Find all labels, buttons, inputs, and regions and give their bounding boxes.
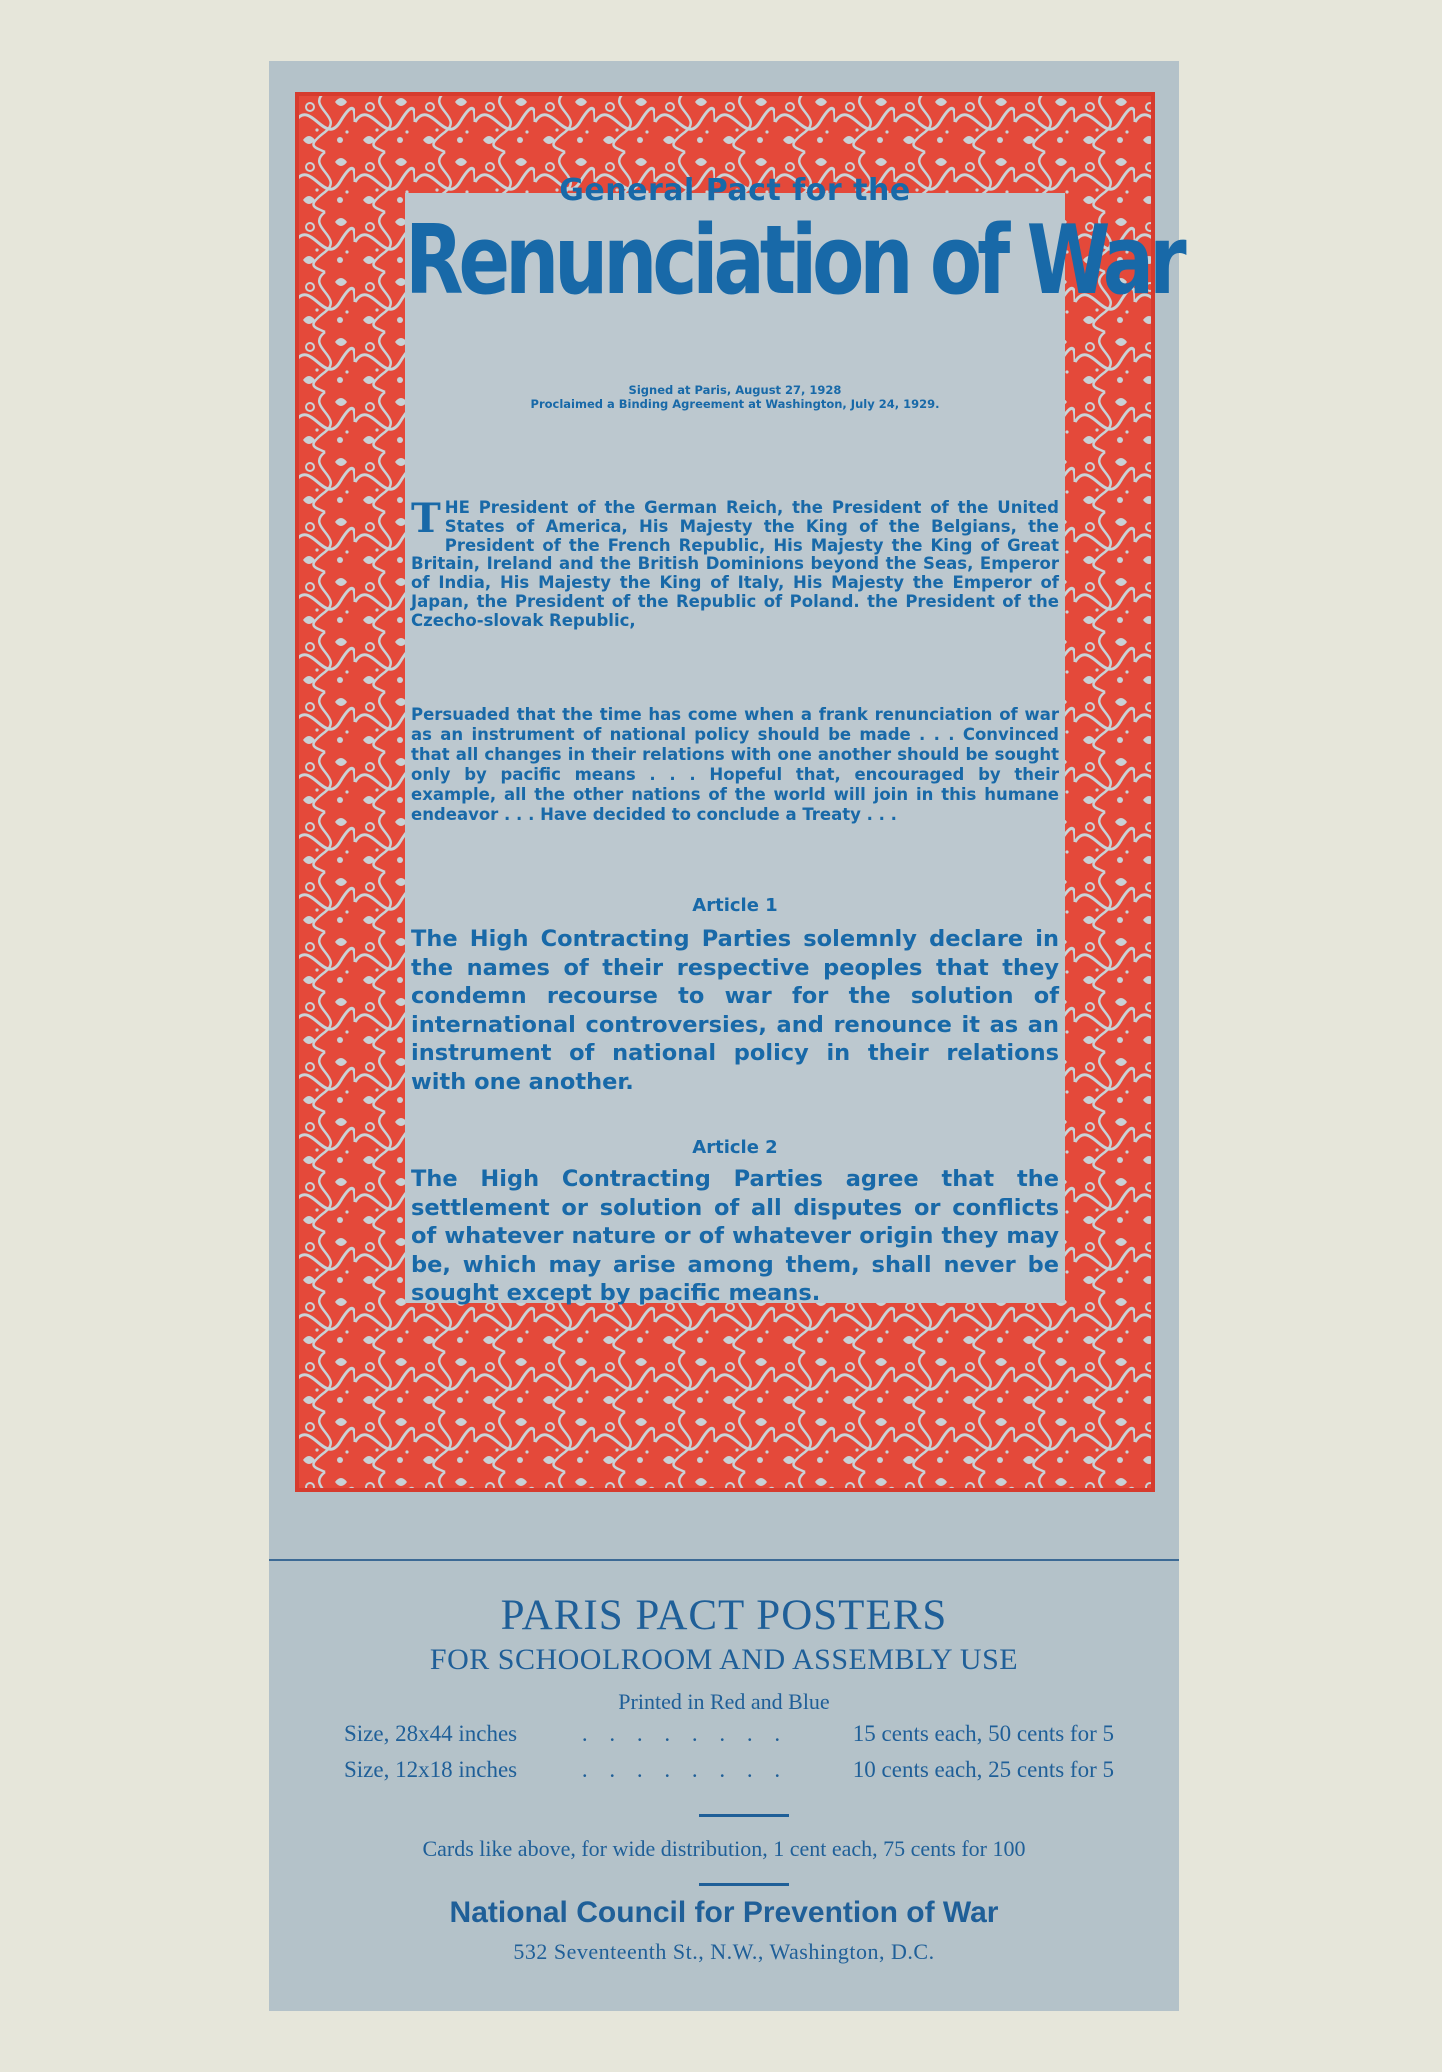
signed-info <box>405 383 1065 411</box>
promo-title: PARIS PACT POSTERS <box>500 1592 948 1639</box>
treaty-text <box>405 173 1182 1306</box>
size-label: Size, 28x44 inches <box>344 1721 518 1746</box>
cards-line: Cards like above, for wide distribution, 1 cent each, 75 cents for 100 <box>422 1836 1026 1861</box>
pre-title: General Pact for the <box>559 173 911 208</box>
persuaded-paragraph: Persuaded that the time has come when a frank renunciation of war as an instrument of national policy should be made . . . Convinced that all changes in their relations with one another should be sought only by pacific means . . . Hopeful that, encouraged by their example, all the other nations of the world will join in this humane endeavor . . . Have decided to conclude a Treaty . . . <box>411 705 1059 824</box>
size-row <box>344 1757 1114 1783</box>
proclaimed-line: Proclaimed a Binding Agreement at Washington, July 24, 1929. <box>530 397 940 411</box>
size-row <box>344 1721 1114 1747</box>
signed-line: Signed at Paris, August 27, 1928 <box>628 383 842 397</box>
leader-dots: . . . . . . . . <box>581 1757 789 1782</box>
size-price: 15 cents each, 50 cents for 5 <box>852 1721 1114 1746</box>
size-label: Size, 12x18 inches <box>344 1757 518 1782</box>
size-price: 10 cents each, 25 cents for 5 <box>852 1757 1114 1782</box>
drop-cap: T <box>411 495 441 542</box>
printed-note: Printed in Red and Blue <box>618 1689 830 1714</box>
article1-heading: Article 1 <box>692 895 778 916</box>
promo-subtitle: FOR SCHOOLROOM AND ASSEMBLY USE <box>429 1643 1019 1676</box>
preamble <box>405 495 1065 631</box>
short-divider <box>699 1814 789 1817</box>
council-address: 532 Seventeenth St., N.W., Washington, D.C. <box>513 1939 935 1964</box>
article2-text: The High Contracting Parties agree that the settlement or solution of all disputes or conflicts of whatever nature or of whatever origin they may be, which may arise among them, shall never be sought except by pacific means. <box>411 1166 1059 1306</box>
article1-text: The High Contracting Parties solemnly declare in the names of their respective peoples that they condemn recourse to war for the solution of international controversies, and renounce it as an instrument of national policy in their relations with one another. <box>411 926 1059 1095</box>
preamble-text: HE President of the German Reich, the President of the United States of America, His Majesty the King of the Belgians, the President of the French Republic, His Majesty the King of Great Britain, Ireland and the British Dominions beyond the Seas, Emperor of India, His Majesty the King of Italy, His Majesty the Emperor of Japan, the President of the Republic of Poland. the President of the Czecho-slovak Republic, <box>411 498 1059 630</box>
page-title: Renunciation of War <box>405 204 1182 316</box>
divider-rule <box>269 1559 1179 1561</box>
short-divider <box>699 1883 789 1886</box>
pact-card <box>269 61 1182 2011</box>
council-name: National Council for Prevention of War <box>449 1896 999 1929</box>
article2-heading: Article 2 <box>692 1137 778 1158</box>
leader-dots: . . . . . . . . <box>581 1721 789 1746</box>
